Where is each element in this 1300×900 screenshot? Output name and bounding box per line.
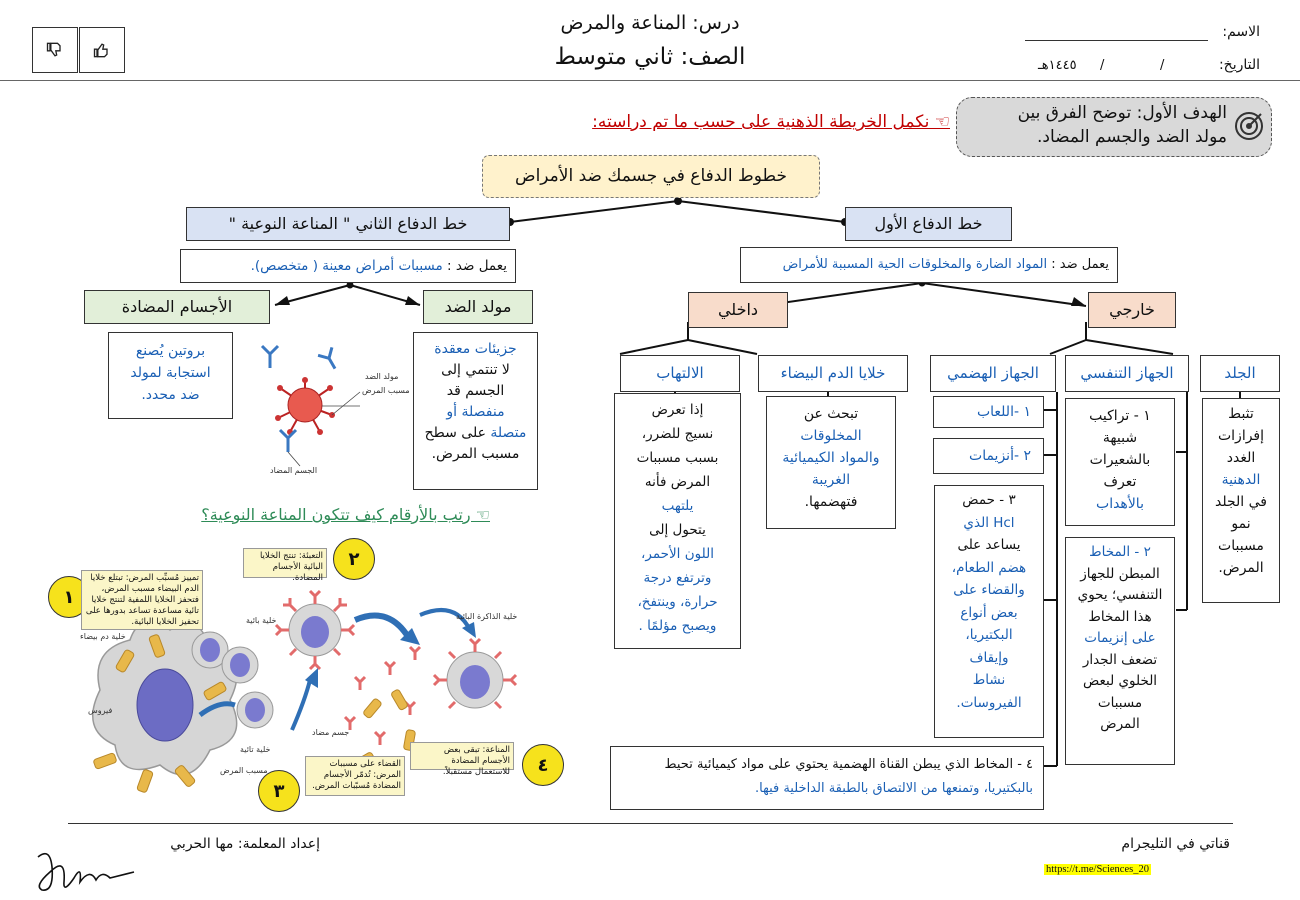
antigen-def-6: مسبب المرض. — [431, 446, 520, 462]
antibodies-definition — [108, 332, 233, 419]
digestive-item-4 — [610, 746, 1044, 810]
skin-line-3: الغدد — [1226, 450, 1256, 466]
antibody-def-1: بروتين يُصنع — [135, 343, 206, 359]
step-note-1: تمييز مُسبِّب المرض: تبتلع خلايا الدم البيضاء مسبب المرض، فتحفز الخلايا اللمفية لتنتج خلايا تائية مساعدة تساعد بدورها على تحفيز الخلايا البائية. — [81, 570, 203, 630]
antibody-def-2: استجابة لمولد — [130, 365, 211, 381]
respiratory-item-2 — [1065, 537, 1175, 765]
infl-line-6: يتحول إلى — [649, 522, 706, 538]
skin-header: الجلد — [1200, 355, 1280, 392]
dig3-line-8: وإيقاف — [969, 649, 1009, 666]
skin-line-5: في الجلد — [1215, 494, 1267, 510]
skin-line-8: المرض. — [1218, 560, 1264, 576]
name-label: الاسم: — [1222, 24, 1260, 40]
resp2-line-5: على إنزيمات — [1084, 630, 1156, 646]
instruction-order: ☜ رتب بالأرقام كيف تتكون المناعة النوعية؟ — [201, 505, 490, 524]
infl-line-3: بسبب مسببات — [636, 450, 719, 466]
dig4-line-2: بالبكتيريا، وتمنعها من الالتصاق بالطبقة الداخلية فيها. — [754, 781, 1033, 796]
respiratory-header: الجهاز التنفسي — [1065, 355, 1189, 392]
second-works-text: مسببات أمراض معينة ( متخصص). — [250, 258, 443, 274]
goal-line-1: الهدف الأول: توضح الفرق بين — [1017, 103, 1227, 123]
antigen-antibody-diagram — [250, 340, 410, 480]
dig3-line-6: بعض أنواع — [960, 604, 1018, 621]
infl-line-4: المرض فأنه — [644, 474, 711, 490]
second-line-title — [186, 207, 510, 241]
wbc-content — [766, 396, 896, 529]
skin-line-4: الدهنية — [1221, 472, 1261, 488]
resp2-line-8: مسببات — [1097, 694, 1143, 711]
teacher-credit: إعداد المعلمة: مها الحربي — [170, 836, 320, 852]
label-bcell: خلية بائية — [246, 616, 277, 625]
infl-line-10: ويصبح مؤلمًا . — [638, 618, 717, 634]
first-line-works — [740, 247, 1118, 283]
date-slash-2: / — [1100, 58, 1105, 73]
resp1-line-3: بالشعيرات — [1089, 452, 1151, 468]
infl-line-2: نسيج للضرر، — [641, 426, 714, 442]
step-number-3: ٣ — [258, 770, 300, 812]
digestive-saliva: ١ -اللعاب — [976, 404, 1031, 420]
resp1-line-2: شبيهة — [1102, 430, 1138, 446]
dig3-line-2: Hcl الذي — [963, 514, 1015, 531]
digestive-header: الجهاز الهضمي — [930, 355, 1056, 392]
infl-line-1: إذا تعرض — [651, 402, 704, 418]
skin-line-1: تثبط — [1228, 406, 1254, 422]
step-note-2: التعبئة: تنتج الخلايا البائية الأجسام المضادة. — [243, 548, 327, 578]
lesson-title: درس: المناعة والمرض — [560, 12, 740, 34]
dig3-line-5: والقضاء على — [953, 582, 1025, 598]
resp2-line-7: الخلوي لبعض — [1082, 673, 1158, 689]
dig4-line-1: ٤ - المخاط الذي يبطن القناة الهضمية يحتوي على مواد كيميائية تحيط — [664, 757, 1033, 772]
resp2-line-2: المبطن للجهاز — [1080, 565, 1160, 582]
wbc-line-3: والمواد الكيميائية — [782, 450, 880, 466]
wbc-line-4: الغريبة — [811, 472, 851, 488]
digestive-enzymes: ٢ -أنزيمات — [969, 448, 1031, 464]
diagram-label-antibody: الجسم المضاد — [270, 466, 318, 475]
second-line-title-text: خط الدفاع الثاني " المناعة النوعية " — [228, 214, 468, 233]
antigen-def-4: منفصلة أو — [446, 404, 505, 420]
dig3-line-10: الفيروسات. — [956, 694, 1022, 711]
date-label: التاريخ: — [1218, 57, 1260, 73]
resp2-line-4: هذا المخاط — [1088, 608, 1152, 625]
date-slash-1: / — [1160, 58, 1165, 73]
antigen-def-3: الجسم قد — [446, 383, 505, 399]
wbc-line-2: المخلوقات — [800, 428, 862, 444]
digestive-item-2 — [933, 438, 1044, 474]
resp1-line-5: بالأهداب — [1096, 496, 1144, 512]
dig3-line-9: نشاط — [972, 672, 1006, 688]
antigen-definition — [413, 332, 538, 490]
antigen-def-1: جزيئات معقدة — [434, 341, 517, 357]
label-wbc: خلية دم بيضاء — [80, 632, 126, 641]
resp1-line-1: ١ - تراكيب — [1089, 408, 1151, 424]
dig3-line-4: هضم الطعام، — [951, 559, 1027, 576]
diagram-label-antigen: مولد الضد — [365, 372, 399, 381]
antigen-def-5b: على سطح — [424, 425, 486, 441]
digestive-item-3 — [934, 485, 1044, 738]
label-pathogen: مسبب المرض — [220, 766, 268, 775]
skin-line-2: إفرازات — [1217, 428, 1265, 444]
internal-box: داخلي — [688, 292, 788, 328]
signature — [30, 842, 140, 900]
antigen-title: مولد الضد — [423, 290, 533, 324]
wbc-line-5: فتهضمها. — [804, 494, 858, 510]
step-number-2: ٢ — [333, 538, 375, 580]
step-number-1: ١ — [48, 576, 90, 618]
instruction-mindmap: ☜ نكمل الخريطة الذهنية على حسب ما تم دراسته: — [592, 112, 950, 132]
channel-label: قناتي في التليجرام — [1121, 836, 1230, 852]
resp2-line-6: تضعف الجدار — [1082, 651, 1158, 668]
inflammation-content — [614, 393, 741, 649]
resp2-line-1: ٢ - المخاط — [1089, 544, 1151, 560]
second-works-prefix: يعمل ضد : — [447, 258, 507, 274]
infl-line-7: اللون الأحمر، — [641, 546, 714, 562]
infl-line-5: يلتهب — [661, 498, 694, 514]
mindmap-root: خطوط الدفاع في جسمك ضد الأمراض — [482, 155, 820, 198]
dig3-line-1: ٣ - حمض — [962, 492, 1016, 508]
wbc-header: خلايا الدم البيضاء — [758, 355, 908, 392]
grade-title: الصف: ثاني متوسط — [554, 44, 746, 70]
infl-line-8: وترتفع درجة — [643, 570, 712, 586]
wbc-line-1: تبحث عن — [803, 406, 859, 422]
first-line-title: خط الدفاع الأول — [845, 207, 1012, 241]
antigen-def-2: لا تنتمي إلى — [441, 362, 510, 378]
step-note-4: المناعة: تبقى بعض الأجسام المضادة للاستعمال مستقبلاً. — [410, 742, 514, 770]
skin-content — [1202, 398, 1280, 603]
dig3-line-3: يساعد على — [957, 537, 1021, 553]
resp1-line-4: تعرف — [1103, 474, 1137, 490]
respiratory-item-1 — [1065, 398, 1175, 526]
label-antibody: جسم مضاد — [312, 728, 350, 737]
resp2-line-3: التنفسي؛ يحوي — [1077, 587, 1163, 603]
resp2-line-9: المرض — [1100, 716, 1140, 732]
external-box: خارجي — [1088, 292, 1176, 328]
skin-line-6: نمو — [1231, 516, 1251, 532]
dig3-line-7: البكتيريا، — [965, 627, 1013, 643]
step-number-4: ٤ — [522, 744, 564, 786]
diagram-label-pathogen: مسبب المرض — [362, 386, 410, 395]
first-works-prefix: يعمل ضد : — [1051, 257, 1109, 272]
label-tcell: خلية تائية — [240, 745, 271, 754]
antigen-def-5: متصلة — [490, 425, 527, 441]
infl-line-9: حرارة، وينتفخ، — [637, 594, 718, 610]
telegram-link[interactable]: https://t.me/Sciences_20 — [1046, 864, 1149, 875]
digestive-item-1 — [933, 396, 1044, 428]
second-line-works — [180, 249, 516, 283]
label-virus: فيروس — [88, 706, 113, 715]
antibody-def-3: ضد محدد. — [141, 387, 200, 403]
label-memory: خلية الذاكرة البائية — [456, 612, 518, 621]
date-year: ١٤٤٥هـ — [1038, 58, 1077, 73]
footer-divider — [68, 823, 1233, 824]
inflammation-header: الالتهاب — [620, 355, 740, 392]
skin-line-7: مسببات — [1218, 538, 1264, 554]
first-works-text: المواد الضارة والمخلوقات الحية المسببة للأمراض — [782, 257, 1048, 272]
step-note-3: القضاء على مسببات المرض: تُدمّر الأجسام المضادة مُسبّبات المرض. — [305, 756, 405, 796]
antibodies-title: الأجسام المضادة — [84, 290, 270, 324]
goal-line-2: مولد الضد والجسم المضاد. — [1037, 127, 1227, 147]
